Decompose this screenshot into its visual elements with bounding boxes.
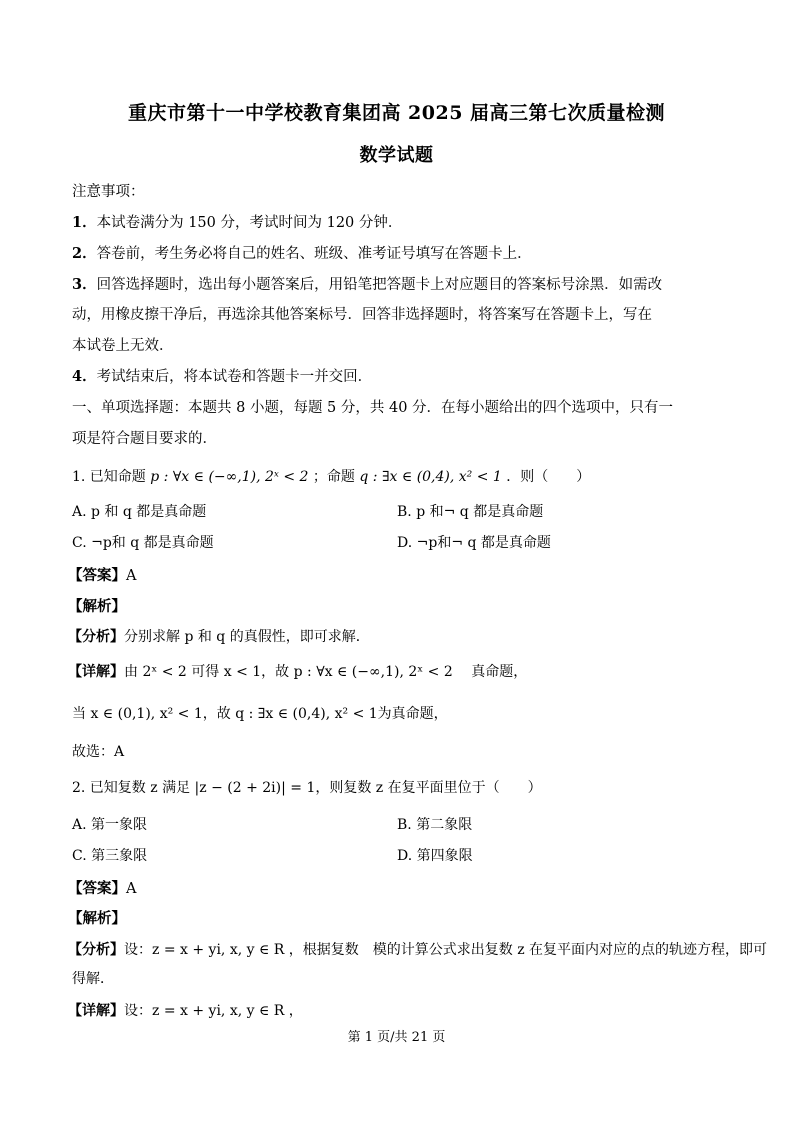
question-1-prefix: 1. 已知命题: [72, 469, 146, 485]
fenxi-tag: 【分析】: [68, 942, 124, 958]
notice-item-text: 考试结束后，将本试卷和答题卡一并交回．: [96, 369, 373, 385]
analysis-tag: [68, 595, 126, 616]
notice-item-number: 1．: [72, 214, 97, 231]
answer-tag: 【答案】: [68, 880, 126, 897]
option-d: D. 第四象限: [397, 848, 473, 864]
analysis-label: 【解析】: [68, 598, 126, 615]
page-title: 重庆市第十一中学校教育集团高 2025 届高三第七次质量检测: [127, 102, 666, 124]
notice-item: [72, 242, 532, 263]
option-d: D. ¬p和¬ q 都是真命题: [397, 535, 551, 551]
notice-item-text: 答卷前，考生务必将自己的姓名、班级、准考证号填写在答题卡上．: [96, 246, 532, 262]
detail-tag: 【详解】: [68, 1003, 124, 1019]
option-c: C. ¬p和 q 都是真命题: [72, 535, 214, 551]
answer-line: [68, 877, 136, 898]
notice-item: [72, 273, 662, 294]
option-b: B. p 和¬ q 都是真命题: [397, 504, 544, 520]
notice-item-text: 本试卷满分为 150 分，考试时间为 120 分钟．: [96, 215, 403, 231]
page-number: 第 1 页/共 21 页: [347, 1030, 446, 1045]
detail-text: 由 2ˣ < 2 可得 x < 1，故 p : ∀x ∈ (−∞,1), 2ˣ < 2 真命题，: [124, 664, 528, 680]
fenxi-continuation: 得解．: [72, 971, 114, 987]
notice-item-continuation: 动，用橡皮擦干净后，再选涂其他答案标号．回答非选择题时，将答案写在答题卡上，写在: [72, 307, 652, 323]
detail-line: [68, 1000, 303, 1020]
notice-item-number: 4．: [72, 368, 97, 385]
answer-value: A: [126, 881, 137, 897]
answer-line: [68, 564, 136, 585]
notice-heading: 注意事项：: [72, 184, 145, 200]
detail-continuation: 当 x ∈ (0,1), x² < 1，故 q : ∃x ∈ (0,4), x² < 1为真命题，: [72, 706, 448, 722]
conclusion: 故选：A: [72, 744, 125, 760]
question-2-stem: 2. 已知复数 z 满足 |z − (2 + 2i)| = 1，则复数 z 在复平面里位于（ ）: [72, 780, 542, 796]
fenxi-line: [68, 626, 370, 646]
question-1-stem: [72, 466, 590, 486]
answer-value: A: [126, 568, 137, 584]
option-a: A. 第一象限: [72, 817, 148, 833]
section-heading: 一、单项选择题：本题共 8 小题，每题 5 分，共 40 分．在每小题给出的四个选项中，只有一: [72, 400, 674, 416]
notice-item: [72, 211, 402, 232]
detail-text: 设：z = x + yi, x, y ∈ R ，: [124, 1003, 303, 1019]
proposition-p-formula: p : ∀x ∈ (−∞,1), 2ˣ < 2: [150, 469, 309, 485]
detail-tag: 【详解】: [68, 664, 124, 680]
option-a: A. p 和 q 都是真命题: [72, 504, 207, 520]
answer-tag: 【答案】: [68, 567, 126, 584]
fenxi-text: 设：z = x + yi, x, y ∈ R ，根据复数 模的计算公式求出复数 z 在复平面内对应的点的轨迹方程，即可: [124, 942, 768, 958]
proposition-q-formula: q : ∃x ∈ (0,4), x² < 1: [359, 469, 502, 485]
fenxi-tag: 【分析】: [68, 629, 124, 645]
fenxi-text: 分别求解 p 和 q 的真假性，即可求解．: [124, 629, 370, 645]
notice-item-text: 回答选择题时，选出每小题答案后，用铅笔把答题卡上对应题目的答案标号涂黑．如需改: [96, 277, 663, 293]
option-b: B. 第二象限: [397, 817, 473, 833]
notice-item-number: 2．: [72, 245, 97, 262]
notice-item-number: 3．: [72, 276, 97, 293]
section-heading-continuation: 项是符合题目要求的．: [72, 431, 217, 447]
notice-item-continuation: 本试卷上无效．: [72, 338, 174, 354]
detail-line: [68, 661, 527, 681]
analysis-label: 【解析】: [68, 910, 126, 927]
analysis-tag: [68, 907, 126, 928]
option-c: C. 第三象限: [72, 848, 148, 864]
question-1-suffix: ．则（ ）: [506, 469, 591, 485]
page-subtitle: 数学试题: [359, 145, 434, 166]
question-1-connector: ；命题: [312, 469, 355, 485]
notice-item: [72, 365, 372, 386]
fenxi-line: [68, 939, 767, 959]
